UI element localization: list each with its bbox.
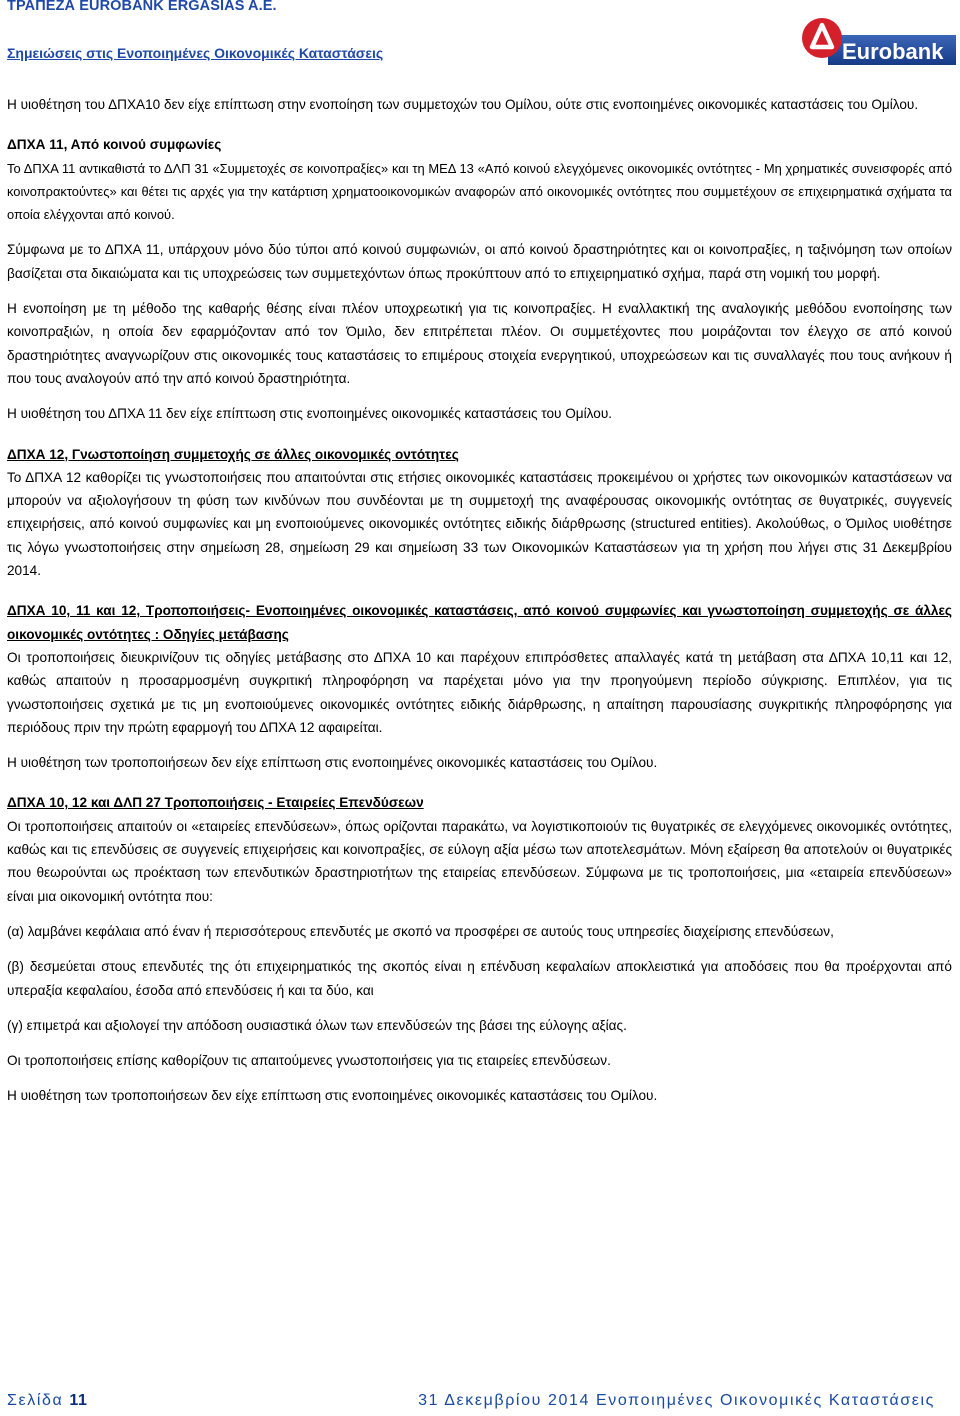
paragraph-ifrs10-adoption: Η υιοθέτηση του ΔΠΧΑ10 δεν είχε επίπτωση στην ενοποίηση των συμμετοχών του Ομίλου, ούτε στις ενοποιημένες οικονομικές καταστάσεις του Ομίλου. <box>7 97 919 112</box>
page-number: 11 <box>69 1392 88 1409</box>
report-label: 31 Δεκεμβρίου 2014 Ενοποιημένες Οικονομικές Καταστάσεις <box>418 1392 935 1409</box>
heading-transition-amendments: ΔΠΧΑ 10, 11 και 12, Τροποποιήσεις- Ενοποιημένες οικονομικές καταστάσεις, από κοινού συμφωνίες και γνωστοποίηση συμμετοχής σε άλλες οικονομικές οντότητες : Οδηγίες μετάβασης <box>7 603 952 642</box>
paragraph-ifrs12: Το ΔΠΧΑ 12 καθορίζει τις γνωστοποιήσεις που απαιτούνται στις ετήσιες οικονομικές καταστάσεις προκειμένου οι χρήστες των οικονομικών καταστάσεων να μπορούν να αξιολογήσουν τη φύση των κινδύνων που συνδέονται με τη συμμετοχή της αναφέρουσας οικονομικής οντότητας σε θυγατρικές, συγγενείς επιχειρήσεις, από κοινού συμφωνίες και μη ενοποιούμενες οικονομικές οντότητες ειδικής διάρθρωσης (structured entities). Ακολούθως, ο Όμιλος υιοθέτησε τις λόγω γνωστοποιήσεις στην σημείωση 28, σημείωση 29 και σημείωση 33 των Οικονομικών Καταστάσεων για τη χρήση που λήγει στις 31 Δεκεμβρίου 2014. <box>7 469 952 579</box>
paragraph-investment-disclosures: Οι τροποποιήσεις επίσης καθορίζουν τις απαιτούμενες γνωστοποιήσεις για τις εταιρείες επενδύσεων. <box>7 1053 611 1069</box>
document-body <box>7 93 952 1120</box>
paragraph-ifrs11-equity-method: Η ενοποίηση με τη μέθοδο της καθαρής θέσης είναι πλέον υποχρεωτική για τις κοινοπραξίες. Η εναλλακτική της αναλογικής μεθόδου ενοποίησης των κοινοπραξιών, η οποία δεν εφαρμόζονταν από τον Όμιλο, δεν επιτρέπεται πλέον. Οι συμμετέχοντες που μοιράζονται τον έλεγχο σε από κοινού δραστηριότητες αναγνωρίζουν στις οικονομικές τους καταστάσεις το επιμέρους στοιχεία ενεργητικού, υποχρεώσεων και τις συναλλαγές που τους ανήκουν ή που τους αναλογούν από την από κοινού δραστηριότητα. <box>7 301 952 386</box>
page-indicator <box>7 1392 88 1410</box>
eurobank-logo <box>798 16 956 68</box>
list-item-a: (α) λαμβάνει κεφάλαια από έναν ή περισσότερους επενδυτές με σκοπό να προσφέρει σε αυτούς τους υπηρεσίες διαχείρισης επενδύσεων, <box>7 923 834 939</box>
page-label: Σελίδα <box>7 1392 64 1409</box>
paragraph-ifrs11-intro: Το ΔΠΧΑ 11 αντικαθιστά το ΔΛΠ 31 «Συμμετοχές σε κοινοπραξίες» και τη ΜΕΔ 13 «Από κοινού ελεγχόμενες οικονομικές οντότητες - Μη χρηματικές συνεισφορές από κοινοπρακτούντες» και θέτει τις αρχές για την κατάρτιση χρηματοοικονομικών αναφορών από οικονομικές οντότητες που συμμετέχουν σε επιχειρηματικά σχήματα τα οποία ελέγχονται από κοινού. <box>7 160 952 223</box>
heading-investment-entities: ΔΠΧΑ 10, 12 και ΔΛΠ 27 Τροποποιήσεις - Εταιρείες Επενδύσεων <box>7 795 424 811</box>
page-footer <box>7 1392 935 1410</box>
paragraph-ifrs11-adoption: Η υιοθέτηση του ΔΠΧΑ 11 δεν είχε επίπτωση στις ενοποιημένες οικονομικές καταστάσεις του Ομίλου. <box>7 406 613 422</box>
paragraph-investment-entities: Οι τροποποιήσεις απαιτούν οι «εταιρείες επενδύσεων», όπως ορίζονται παρακάτω, να λογιστικοποιούν τις θυγατρικές σε ελεγχόμενες οικονομικές οντότητες, καθώς και τις επενδύσεις σε συγγενείς επιχειρήσεις και κοινοπραξίες, σε εύλογη αξία μέσω των αποτελεσμάτων. Μόνη εξαίρεση θα αποτελούν οι θυγατρικές που θεωρούνται ως προέκταση των επενδυτικών δραστηριοτήτων της εταιρείας επενδύσεων. Σύμφωνα με τις τροποποιήσεις, μια «εταιρεία επενδύσεων» είναι μια οικονομική οντότητα που: <box>7 818 952 904</box>
list-item-c: (γ) επιμετρά και αξιολογεί την απόδοση ουσιαστικά όλων των επενδύσεών της βάσει της εύλογης αξίας. <box>7 1017 627 1033</box>
paragraph-transition-amendments: Οι τροποποιήσεις διευκρινίζουν τις οδηγίες μετάβασης στο ΔΠΧΑ 10 και παρέχουν επιπρόσθετες απαλλαγές κατά τη μετάβαση στα ΔΠΧΑ 10,11 και 12, καθώς απαιτούν η προσαρμοσμένη συγκριτική πληροφόρηση να παρέχεται μόνο για την προηγούμενη περίοδο σύγκρισης. Επιπλέον, για τις γνωστοποιήσεις σχετικά με τις μη ενοποιούμενες οικονομικές οντότητες ειδικής διάρθρωσης, η απαίτηση παρουσίασης συγκριτικής πληροφόρησης για περιόδους πριν την πρώτη εφαρμογή του ΔΠΧΑ 12 αφαιρείται. <box>7 649 952 735</box>
logo-text: Eurobank <box>842 39 944 64</box>
document-subtitle: Σημειώσεις στις Ενοποιημένες Οικονομικές Καταστάσεις <box>7 45 384 61</box>
heading-ifrs11: ΔΠΧΑ 11, Από κοινού συμφωνίες <box>7 137 222 153</box>
paragraph-investment-adoption: Η υιοθέτηση των τροποποιήσεων δεν είχε επίπτωση στις ενοποιημένες οικονομικές καταστάσεις του Ομίλου. <box>7 1088 658 1104</box>
paragraph-ifrs11-types: Σύμφωνα με το ΔΠΧΑ 11, υπάρχουν μόνο δύο τύποι από κοινού συμφωνιών, οι από κοινού δραστηριότητες και οι κοινοπραξίες, η ταξινόμηση των οποίων βασίζεται στα δικαιώματα και τις υποχρεώσεις των συμμετεχόντων όπως προκύπτουν από το επιχειρηματικό σχήμα, παρά στη νομική του μορφή. <box>7 242 952 281</box>
list-item-b: (β) δεσμεύεται στους επενδυτές της ότι επιχειρηματικός της σκοπός είναι η επένδυση κεφαλαίων αποκλειστικά για αποδόσεις που θα προέρχονται από υπεραξία κεφαλαίου, έσοδα από επενδύσεις ή και τα δύο, και <box>7 959 952 998</box>
company-title: ΤΡΑΠΕΖΑ EUROBANK ERGASIAS A.E. <box>7 0 277 14</box>
heading-ifrs12: ΔΠΧΑ 12, Γνωστοποίηση συμμετοχής σε άλλες οικονομικές οντότητες <box>7 446 459 462</box>
paragraph-transition-adoption: Η υιοθέτηση των τροποποιήσεων δεν είχε επίπτωση στις ενοποιημένες οικονομικές καταστάσεις του Ομίλου. <box>7 755 658 771</box>
